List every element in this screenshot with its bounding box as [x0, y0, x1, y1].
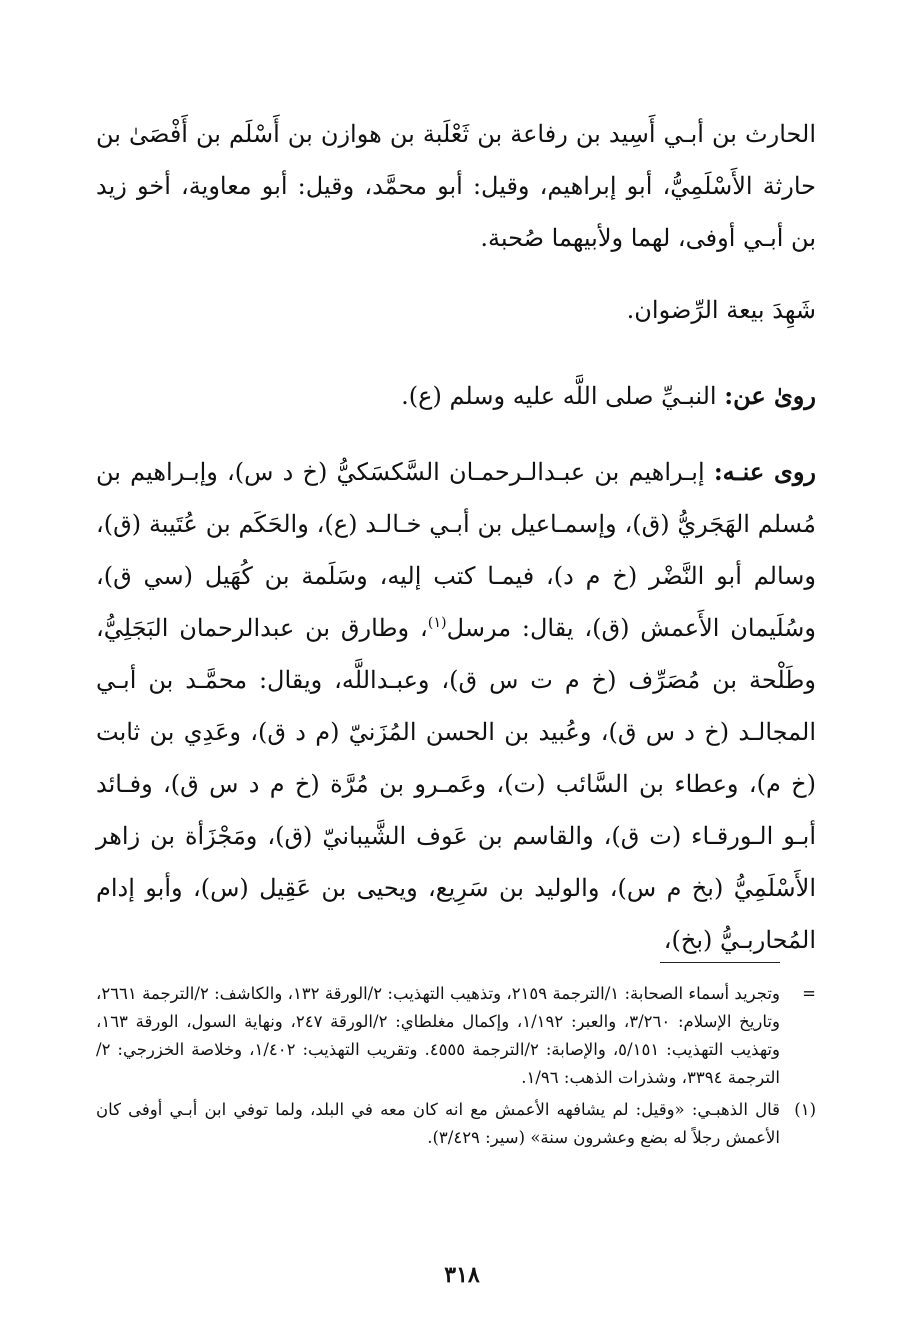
narrators-heading: روى عنـه: [713, 457, 817, 486]
biography-opening-paragraph [96, 108, 816, 264]
footnote-1 [96, 1096, 816, 1152]
narrators-text-part-1: إبـراهيم بن عبـدالـرحمـان السَّكسَكيُّ (خ د س)، وإبـراهيم بن مُسلم الهَجَريُّ (ق)، وإسمـاعيل بن أبـي خـالـد (ع)، والحَكَم بن عُتَيبة (ق)، وسالم أبو النَّضْر (خ م د)، فيمـا كتب إليه، وسَلَمة بن كُهَيل (سي ق)، وسُلَيمان الأَعمش (ق)، يقال: مرسل [96, 458, 816, 642]
biography-opening-text: الحارث بن أبـي أَسِيد بن رفاعة بن ثَعْلَبة بن هوازن بن أَسْلَم بن أَفْصَىٰ بن حارثة الأَسْلَمِيُّ، أبو إبراهيم، وقيل: أبو محمَّد، وقيل: أبو معاوية، أخو زيد بن أبـي أوفى، لهما ولأبيهما صُحبة. [96, 120, 816, 252]
footnote-separator [660, 962, 780, 963]
footnote-marker: = [802, 984, 816, 1003]
narrated-from-text: النبـيِّ صلى اللَّه عليه وسلم (ع). [401, 382, 725, 410]
footnote-text: قال الذهبـي: «وقيل: لم يشافهه الأعمش مع انه كان معه في البلد، ولما توفي ابن أبـي أوفى كان الأعمش رجلاً له بضع وعشرون سنة» (سير: ٣/٤٢٩). [96, 1100, 780, 1147]
page-number: ٣١٨ [444, 1262, 480, 1288]
footnote-reference: (١) [427, 615, 447, 631]
event-text: شَهِدَ بيعة الرِّضوان. [626, 296, 816, 324]
narrators-text-part-2: ، وطارق بن عبدالرحمان البَجَلِيُّ، وطَلْحة بن مُصَرِّف (خ م ت س ق)، وعبـداللَّه، ويقال: محمَّـد بن أبـي المجالـد (خ د س ق)، وعُبيد بن الحسن المُزَنيّ (م د ق)، وعَدِي بن ثابت (خ م)، وعطاء بن السَّائب (ت)، وعَمـرو بن مُرَّة (خ م د س ق)، وفـائد أبـو الـورقـاء (ت ق)، والقاسم بن عَوف الشَّيبانيّ (ق)، ومَجْزَأة بن زاهر الأَسْلَمِيُّ (بخ م س)، والوليد بن سَرِيع، ويحيى بن عَقِيل (س)، وأبو إدام المُحاربـيُّ (بخ)، [96, 614, 816, 954]
footnote-continuation [96, 980, 816, 1092]
narrated-from-heading: روىٰ عن: [724, 381, 816, 410]
event-paragraph [96, 284, 816, 336]
narrators-paragraph [96, 446, 816, 966]
footnote-text: وتجريد أسماء الصحابة: ١/الترجمة ٢١٥٩، وتذهيب التهذيب: ٢/الورقة ١٣٢، والكاشف: ٢/الترجمة ٢٦٦١، وتاريخ الإسلام: ٣/٢٦٠، والعبر: ١/١٩٢، وإكمال مغلطاي: ٢/الورقة ٢٤٧، ونهاية السول، الورقة ١٦٣، وتهذيب التهذيب: ٥/١٥١، والإصابة: ٢/الترجمة ٤٥٥٥. وتقريب التهذيب: ١/٤٠٢، وخلاصة الخزرجي: ٢/الترجمة ٣٣٩٤، وشذرات الذهب: ١/٩٦. [96, 984, 780, 1087]
footnote-marker: (١) [794, 1100, 816, 1119]
footnotes [96, 980, 816, 1156]
narrated-from-paragraph [96, 370, 816, 422]
